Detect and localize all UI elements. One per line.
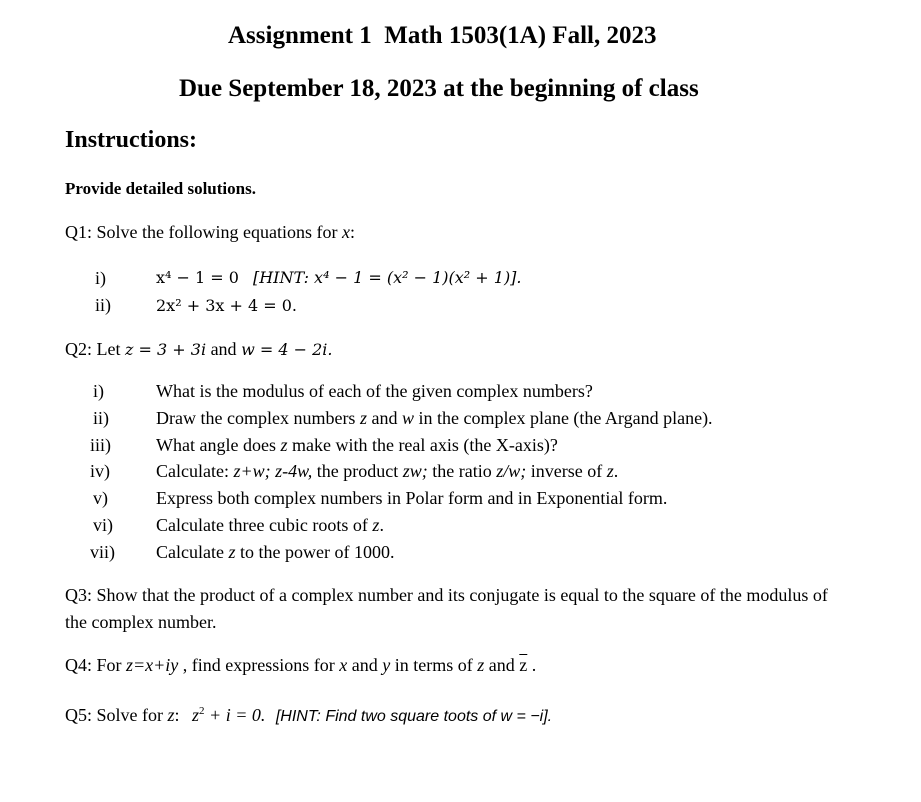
q2-item-3-number: iii) (90, 435, 111, 455)
q2-item-2-mid: and (366, 408, 402, 428)
q4-mid-2: in terms of (390, 655, 478, 675)
q2-item-3-post: make with the real axis (the X-axis)? (287, 435, 558, 455)
q2-item-7-pre: Calculate (156, 542, 229, 562)
q2-item-3-text (156, 435, 558, 456)
q5-equation-rest: + i = 0. (204, 705, 266, 725)
q3-text: Q3: Show that the product of a complex number and its conjugate is equal to the square of the modulus of the complex number. (65, 585, 828, 632)
q2-item-3-pre: What angle does (156, 435, 281, 455)
q2-z-definition: z = 3 + 3i (125, 340, 207, 359)
q5-pre: Q5: Solve for (65, 705, 168, 725)
q2-item-7-number: vii) (90, 542, 115, 562)
q4-expression: z=x+iy (126, 655, 179, 675)
q5-variable: z (167, 705, 175, 725)
q5-colon: : (174, 705, 180, 725)
instructions-heading: Instructions: (65, 127, 198, 153)
q2-item-4-text (156, 461, 618, 482)
q4-z: z (477, 655, 485, 675)
q2-item-1-number: i) (93, 381, 104, 401)
q4-and-1: and (347, 655, 383, 675)
instructions-note: Provide detailed solutions. (65, 179, 256, 198)
q2-item-6-z: z (372, 515, 380, 535)
q4-post: . (527, 655, 537, 675)
q2-item-1-text: What is the modulus of each of the given complex numbers? (156, 381, 593, 401)
q5-hint: [HINT: Find two square toots of w = −i]. (275, 708, 553, 725)
q2-item-2-z: z (359, 408, 367, 428)
q5-equation-exponent: 2 (199, 705, 205, 717)
q1-prompt-text: Q1: Solve the following equations for (65, 222, 342, 242)
q2-item-7-text (156, 542, 394, 563)
q2-item-2-number: ii) (93, 408, 109, 428)
q4-mid-1: , find expressions for (178, 655, 340, 675)
due-date: Due September 18, 2023 at the beginning of class (179, 75, 699, 102)
q1-item-2-equation: 2x² + 3x + 4 = 0. (156, 296, 297, 315)
q2-item-4-mid-2: the ratio (427, 461, 497, 481)
q2-item-5-number: v) (93, 488, 108, 508)
q1-item-1-hint: [HINT: x⁴ − 1 = (x² − 1)(x² + 1)]. (252, 268, 522, 287)
q5-text (65, 705, 552, 726)
q4-text (65, 655, 536, 676)
q2-item-6-number: vi) (93, 515, 113, 535)
q4-x: x (339, 655, 348, 675)
q2-item-4-number: iv) (90, 461, 110, 481)
q2-item-7-post: to the power of 1000. (235, 542, 395, 562)
q2-item-4-post: . (613, 461, 619, 481)
q2-item-6-pre: Calculate three cubic roots of (156, 515, 373, 535)
q1-prompt (65, 222, 355, 243)
q2-item-4-mid-3: inverse of (526, 461, 607, 481)
q2-item-4-expr-2: zw; (402, 461, 428, 481)
q4-z-conjugate: $\overline{z}$ (519, 655, 528, 675)
q2-item-3-z: z (280, 435, 288, 455)
q1-item-1-number: i) (95, 268, 106, 288)
q2-item-2-post: in the complex plane (the Argand plane). (413, 408, 713, 428)
q2-item-2-text (156, 408, 713, 429)
q2-item-5-text: Express both complex numbers in Polar form and in Exponential form. (156, 488, 668, 508)
q1-colon: : (349, 222, 355, 242)
q4-and-2: and (484, 655, 520, 675)
assignment-title: Assignment 1 Math 1503(1A) Fall, 2023 (228, 22, 657, 49)
q2-item-4-mid-1: the product (312, 461, 403, 481)
q2-item-4-expr-3: z/w; (496, 461, 527, 481)
q4-pre: Q4: For (65, 655, 127, 675)
q4-y: y (382, 655, 391, 675)
q1-item-1-body (156, 268, 522, 288)
q1-variable: x (341, 222, 350, 242)
q2-item-2-w: w (401, 408, 414, 428)
q2-item-4-pre: Calculate: (156, 461, 234, 481)
q1-item-1-equation: x⁴ − 1 = 0 (156, 268, 239, 287)
q1-item-2-number: ii) (95, 295, 111, 315)
q2-item-7-z: z (228, 542, 236, 562)
q2-item-6-post: . (379, 515, 384, 535)
q2-w-definition: w = 4 − 2i. (241, 340, 333, 359)
q2-prompt-text: Q2: Let (65, 339, 125, 359)
q2-item-6-text (156, 515, 384, 536)
q2-item-4-expr-4: z (606, 461, 614, 481)
q5-equation-z: z (192, 705, 200, 725)
q2-and: and (206, 339, 242, 359)
q2-item-2-pre: Draw the complex numbers (156, 408, 360, 428)
q2-prompt (65, 339, 332, 360)
q2-item-4-expr-1: z+w; z-4w, (233, 461, 313, 481)
